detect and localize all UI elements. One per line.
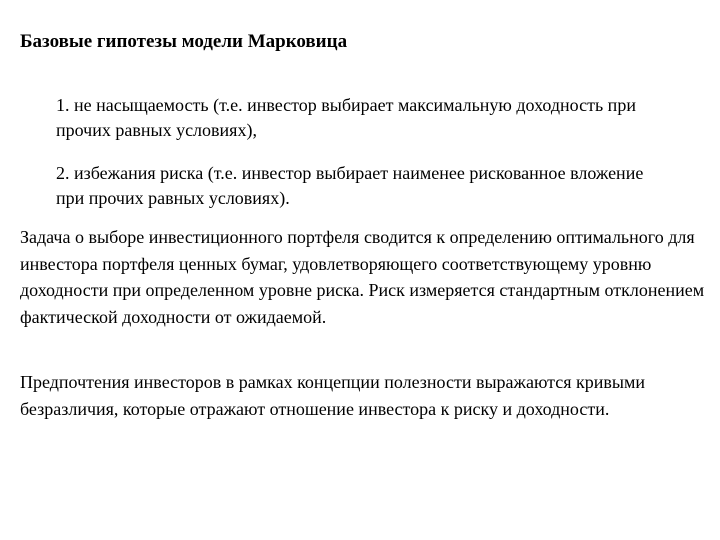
hypothesis-item-2: 2. избежания риска (т.е. инвестор выбирает наименее рискованное вложение при прочих равных условиях).	[56, 163, 644, 208]
hypothesis-item-1: 1. не насыщаемость (т.е. инвестор выбирает максимальную доходность при прочих равных условиях),	[56, 95, 636, 140]
paragraph-portfolio-task: Задача о выборе инвестиционного портфеля сводится к определению оптимального для инвестора портфеля ценных бумаг, удовлетворяющего соответствующему уровню доходности при определенном уровне риска. Риск измеряется стандартным отклонением фактической доходности от ожидаемой.	[20, 227, 705, 327]
paragraph-indifference-curves: Предпочтения инвесторов в рамках концепции полезности выражаются кривыми безразличия, которые отражают отношение инвестора к риску и доходности.	[20, 372, 646, 419]
slide-title: Базовые гипотезы модели Марковица	[20, 31, 348, 52]
